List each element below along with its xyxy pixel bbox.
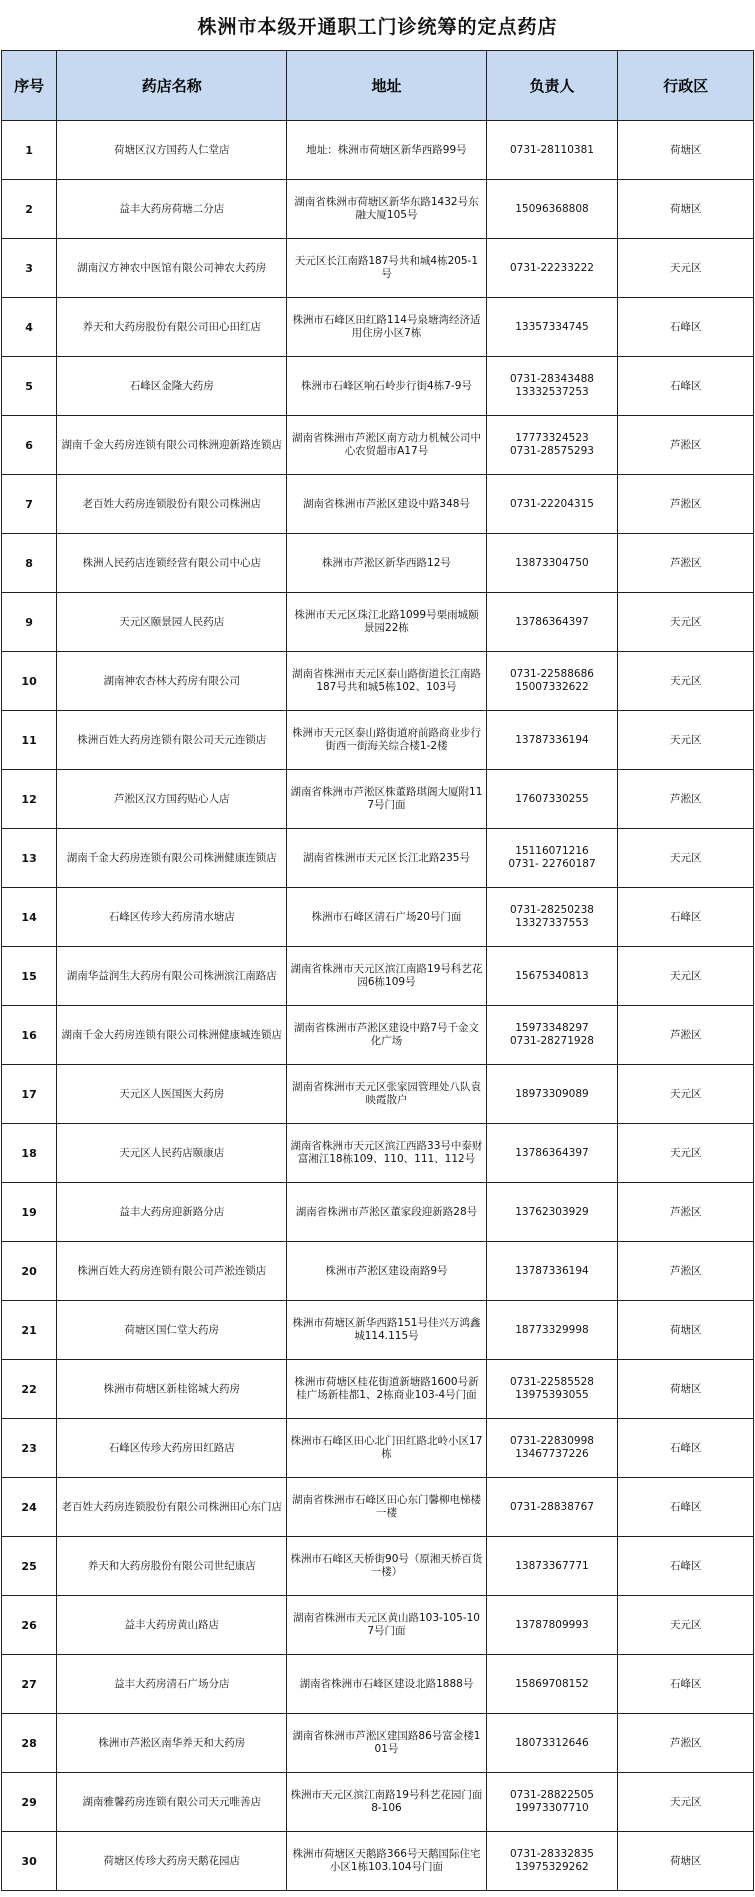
table-row (2, 1360, 754, 1419)
row-index: 24 (2, 1478, 57, 1537)
row-index: 19 (2, 1183, 57, 1242)
table-row (2, 1714, 754, 1773)
table-row (2, 475, 754, 534)
table-row (2, 829, 754, 888)
pharmacy-address: 湖南省株洲市天元区滨江南路19号科艺花园6栋109号 (287, 947, 486, 1006)
row-index: 26 (2, 1596, 57, 1655)
pharmacy-address: 株洲市石峰区响石岭步行街4栋7-9号 (287, 357, 486, 416)
pharmacy-district: 芦淞区 (618, 1183, 754, 1242)
pharmacy-district: 天元区 (618, 652, 754, 711)
row-index: 29 (2, 1773, 57, 1832)
row-index: 9 (2, 593, 57, 652)
pharmacy-name: 天元区人民药店颐康店 (57, 1124, 287, 1183)
pharmacy-address: 株洲市石峰区清石广场20号门面 (287, 888, 486, 947)
pharmacy-contact: 0731-28822505 19973307710 (486, 1773, 618, 1832)
table-row (2, 947, 754, 1006)
pharmacy-name: 益丰大药房清石广场分店 (57, 1655, 287, 1714)
document-title: 株洲市本级开通职工门诊统筹的定点药店 (197, 15, 558, 38)
pharmacy-contact: 15869708152 (486, 1655, 618, 1714)
table-row (2, 298, 754, 357)
row-index: 3 (2, 239, 57, 298)
pharmacy-name: 老百姓大药房连锁股份有限公司株洲田心东门店 (57, 1478, 287, 1537)
pharmacy-contact: 13787336194 (486, 1242, 618, 1301)
pharmacy-contact: 0731-28250238 13327337553 (486, 888, 618, 947)
header-row (2, 51, 754, 121)
row-index: 22 (2, 1360, 57, 1419)
pharmacy-district: 石峰区 (618, 298, 754, 357)
table-row (2, 1006, 754, 1065)
pharmacy-address: 湖南省株洲市芦淞区株董路琪阁大厦附117号门面 (287, 770, 486, 829)
pharmacy-name: 株洲市荷塘区新桂铭城大药房 (57, 1360, 287, 1419)
pharmacy-name: 株洲市芦淞区南华养天和大药房 (57, 1714, 287, 1773)
header-index: 序号 (2, 51, 57, 121)
table-row (2, 180, 754, 239)
pharmacy-contact: 13787336194 (486, 711, 618, 770)
pharmacy-district: 石峰区 (618, 1655, 754, 1714)
pharmacy-district: 天元区 (618, 711, 754, 770)
pharmacy-contact: 18773329998 (486, 1301, 618, 1360)
row-index: 30 (2, 1832, 57, 1891)
pharmacy-contact: 0731-22585528 13975393055 (486, 1360, 618, 1419)
pharmacy-address: 株洲市天元区珠江北路1099号栗雨城颐景园22栋 (287, 593, 486, 652)
pharmacy-district: 天元区 (618, 1065, 754, 1124)
pharmacy-contact: 13873367771 (486, 1537, 618, 1596)
row-index: 1 (2, 121, 57, 180)
row-index: 7 (2, 475, 57, 534)
row-index: 10 (2, 652, 57, 711)
pharmacy-name: 株洲百姓大药房连锁有限公司天元连锁店 (57, 711, 287, 770)
row-index: 18 (2, 1124, 57, 1183)
pharmacy-contact: 15096368808 (486, 180, 618, 239)
pharmacy-contact: 13873304750 (486, 534, 618, 593)
pharmacy-contact: 17607330255 (486, 770, 618, 829)
pharmacy-address: 株洲市石峰区天桥街90号（原湘天桥百货一楼） (287, 1537, 486, 1596)
row-index: 17 (2, 1065, 57, 1124)
pharmacy-name: 荷塘区汉方国药人仁堂店 (57, 121, 287, 180)
pharmacy-address: 株洲市芦淞区建设南路9号 (287, 1242, 486, 1301)
pharmacy-address: 地址：株洲市荷塘区新华西路99号 (287, 121, 486, 180)
header-name: 药店名称 (57, 51, 287, 121)
pharmacy-name: 株洲人民药店连锁经营有限公司中心店 (57, 534, 287, 593)
pharmacy-district: 石峰区 (618, 357, 754, 416)
table-row (2, 1065, 754, 1124)
table-row (2, 1832, 754, 1891)
pharmacy-contact: 0731-22830998 13467737226 (486, 1419, 618, 1478)
pharmacy-district: 荷塘区 (618, 121, 754, 180)
table-row (2, 1183, 754, 1242)
pharmacy-name: 湖南华益润生大药房有限公司株洲滨江南路店 (57, 947, 287, 1006)
header-district: 行政区 (618, 51, 754, 121)
table-row (2, 239, 754, 298)
pharmacy-address: 湖南省株洲市天元区长江北路235号 (287, 829, 486, 888)
pharmacy-district: 石峰区 (618, 888, 754, 947)
pharmacy-contact: 15675340813 (486, 947, 618, 1006)
pharmacy-address: 株洲市天元区滨江南路19号科艺花园门面8-106 (287, 1773, 486, 1832)
pharmacy-name: 养天和大药房股份有限公司世纪康店 (57, 1537, 287, 1596)
pharmacy-name: 湖南千金大药房连锁有限公司株洲迎新路连锁店 (57, 416, 287, 475)
row-index: 16 (2, 1006, 57, 1065)
table-row (2, 1655, 754, 1714)
pharmacy-district: 芦淞区 (618, 1714, 754, 1773)
row-index: 13 (2, 829, 57, 888)
pharmacy-contact: 0731-22204315 (486, 475, 618, 534)
pharmacy-name: 老百姓大药房连锁股份有限公司株洲店 (57, 475, 287, 534)
pharmacy-district: 天元区 (618, 239, 754, 298)
pharmacy-name: 石峰区金隆大药房 (57, 357, 287, 416)
row-index: 23 (2, 1419, 57, 1478)
pharmacy-contact: 15973348297 0731-28271928 (486, 1006, 618, 1065)
row-index: 11 (2, 711, 57, 770)
table-row (2, 1773, 754, 1832)
row-index: 2 (2, 180, 57, 239)
table-row (2, 593, 754, 652)
pharmacy-contact: 13357334745 (486, 298, 618, 357)
table-row (2, 534, 754, 593)
row-index: 21 (2, 1301, 57, 1360)
table-row (2, 1419, 754, 1478)
pharmacy-address: 湖南省株洲市芦淞区建设中路348号 (287, 475, 486, 534)
pharmacy-district: 天元区 (618, 947, 754, 1006)
pharmacy-address: 株洲市石峰区田心北门田红路北岭小区17栋 (287, 1419, 486, 1478)
pharmacy-contact: 13786364397 (486, 1124, 618, 1183)
pharmacy-contact: 0731-28343488 13332537253 (486, 357, 618, 416)
pharmacy-contact: 15116071216 0731- 22760187 (486, 829, 618, 888)
table-row (2, 652, 754, 711)
pharmacy-name: 湖南千金大药房连锁有限公司株洲健康连锁店 (57, 829, 287, 888)
pharmacy-address: 湖南省株洲市芦淞区建设中路7号千金文化广场 (287, 1006, 486, 1065)
pharmacy-address: 株洲市芦淞区新华西路12号 (287, 534, 486, 593)
pharmacy-district: 石峰区 (618, 1478, 754, 1537)
table-row (2, 711, 754, 770)
pharmacy-name: 芦淞区汉方国药贴心人店 (57, 770, 287, 829)
row-index: 25 (2, 1537, 57, 1596)
pharmacy-district: 天元区 (618, 593, 754, 652)
pharmacy-district: 芦淞区 (618, 770, 754, 829)
header-address: 地址 (287, 51, 486, 121)
pharmacy-name: 湖南汉方神农中医馆有限公司神农大药房 (57, 239, 287, 298)
pharmacy-address: 湖南省株洲市芦淞区董家段迎新路28号 (287, 1183, 486, 1242)
pharmacy-contact: 13787809993 (486, 1596, 618, 1655)
pharmacy-contact: 0731-28838767 (486, 1478, 618, 1537)
row-index: 12 (2, 770, 57, 829)
table-row (2, 357, 754, 416)
pharmacy-contact: 0731-22588686 15007332622 (486, 652, 618, 711)
pharmacy-name: 益丰大药房荷塘二分店 (57, 180, 287, 239)
pharmacy-name: 荷塘区传珍大药房天鹅花园店 (57, 1832, 287, 1891)
row-index: 15 (2, 947, 57, 1006)
pharmacy-address: 株洲市石峰区田红路114号泉塘湾经济适用住房小区7栋 (287, 298, 486, 357)
row-index: 20 (2, 1242, 57, 1301)
pharmacy-name: 石峰区传珍大药房清水塘店 (57, 888, 287, 947)
pharmacy-name: 湖南神农杏林大药房有限公司 (57, 652, 287, 711)
pharmacy-district: 荷塘区 (618, 1832, 754, 1891)
pharmacy-address: 湖南省株洲市石峰区田心东门馨柳电梯楼一楼 (287, 1478, 486, 1537)
table-row (2, 1478, 754, 1537)
table-row (2, 770, 754, 829)
pharmacy-district: 石峰区 (618, 1537, 754, 1596)
pharmacy-name: 石峰区传珍大药房田红路店 (57, 1419, 287, 1478)
table-row (2, 416, 754, 475)
pharmacy-table (1, 50, 754, 1891)
pharmacy-name: 天元区颐景园人民药店 (57, 593, 287, 652)
pharmacy-district: 芦淞区 (618, 1006, 754, 1065)
pharmacy-address: 湖南省株洲市天元区滨江西路33号中泰财富湘江18栋109、110、111、112号 (287, 1124, 486, 1183)
pharmacy-address: 株洲市荷塘区新华西路151号佳兴万鸿鑫城114.115号 (287, 1301, 486, 1360)
pharmacy-name: 湖南雅馨药房连锁有限公司天元唯善店 (57, 1773, 287, 1832)
row-index: 28 (2, 1714, 57, 1773)
pharmacy-address: 湖南省株洲市天元区张家园管理处八队袁映霞散户 (287, 1065, 486, 1124)
table-row (2, 1124, 754, 1183)
pharmacy-address: 湖南省株洲市天元区黄山路103-105-107号门面 (287, 1596, 486, 1655)
pharmacy-contact: 13786364397 (486, 593, 618, 652)
pharmacy-address: 湖南省株洲市石峰区建设北路1888号 (287, 1655, 486, 1714)
pharmacy-district: 荷塘区 (618, 1301, 754, 1360)
pharmacy-name: 养天和大药房股份有限公司田心田红店 (57, 298, 287, 357)
header-contact: 负责人 (486, 51, 618, 121)
pharmacy-name: 株洲百姓大药房连锁有限公司芦淞连锁店 (57, 1242, 287, 1301)
pharmacy-address: 株洲市天元区泰山路街道府前路商业步行街西一街海关综合楼1-2楼 (287, 711, 486, 770)
pharmacy-district: 石峰区 (618, 1419, 754, 1478)
pharmacy-contact: 13762303929 (486, 1183, 618, 1242)
pharmacy-district: 芦淞区 (618, 475, 754, 534)
table-row (2, 1537, 754, 1596)
table-row (2, 888, 754, 947)
pharmacy-district: 天元区 (618, 1773, 754, 1832)
pharmacy-contact: 0731-28110381 (486, 121, 618, 180)
pharmacy-name: 益丰大药房黄山路店 (57, 1596, 287, 1655)
pharmacy-district: 荷塘区 (618, 1360, 754, 1419)
pharmacy-address: 株洲市荷塘区桂花街道新塘路1600号新桂广场新桂都1、2栋商业103-4号门面 (287, 1360, 486, 1419)
pharmacy-name: 益丰大药房迎新路分店 (57, 1183, 287, 1242)
table-row (2, 1596, 754, 1655)
table-row (2, 1242, 754, 1301)
pharmacy-contact: 18973309089 (486, 1065, 618, 1124)
row-index: 5 (2, 357, 57, 416)
row-index: 4 (2, 298, 57, 357)
pharmacy-district: 荷塘区 (618, 180, 754, 239)
pharmacy-district: 芦淞区 (618, 534, 754, 593)
pharmacy-address: 湖南省株洲市荷塘区新华东路1432号东融大厦105号 (287, 180, 486, 239)
row-index: 27 (2, 1655, 57, 1714)
pharmacy-contact: 17773324523 0731-28575293 (486, 416, 618, 475)
row-index: 14 (2, 888, 57, 947)
row-index: 8 (2, 534, 57, 593)
pharmacy-contact: 0731-22233222 (486, 239, 618, 298)
pharmacy-address: 株洲市荷塘区天鹅路366号天鹅国际住宅小区1栋103.104号门面 (287, 1832, 486, 1891)
pharmacy-district: 芦淞区 (618, 1242, 754, 1301)
pharmacy-name: 湖南千金大药房连锁有限公司株洲健康城连锁店 (57, 1006, 287, 1065)
pharmacy-district: 天元区 (618, 829, 754, 888)
table-row (2, 121, 754, 180)
pharmacy-address: 湖南省株洲市天元区泰山路街道长江南路187号共和城5栋102、103号 (287, 652, 486, 711)
pharmacy-district: 天元区 (618, 1596, 754, 1655)
row-index: 6 (2, 416, 57, 475)
pharmacy-address: 湖南省株洲市芦淞区建国路86号富金楼101号 (287, 1714, 486, 1773)
pharmacy-name: 天元区人医国医大药房 (57, 1065, 287, 1124)
pharmacy-contact: 18073312646 (486, 1714, 618, 1773)
table-row (2, 1301, 754, 1360)
pharmacy-district: 芦淞区 (618, 416, 754, 475)
pharmacy-contact: 0731-28332835 13975329262 (486, 1832, 618, 1891)
pharmacy-address: 湖南省株洲市芦淞区南方动力机械公司中心农贸超市A17号 (287, 416, 486, 475)
pharmacy-address: 天元区长江南路187号共和城4栋205-1号 (287, 239, 486, 298)
pharmacy-name: 荷塘区国仁堂大药房 (57, 1301, 287, 1360)
pharmacy-district: 天元区 (618, 1124, 754, 1183)
